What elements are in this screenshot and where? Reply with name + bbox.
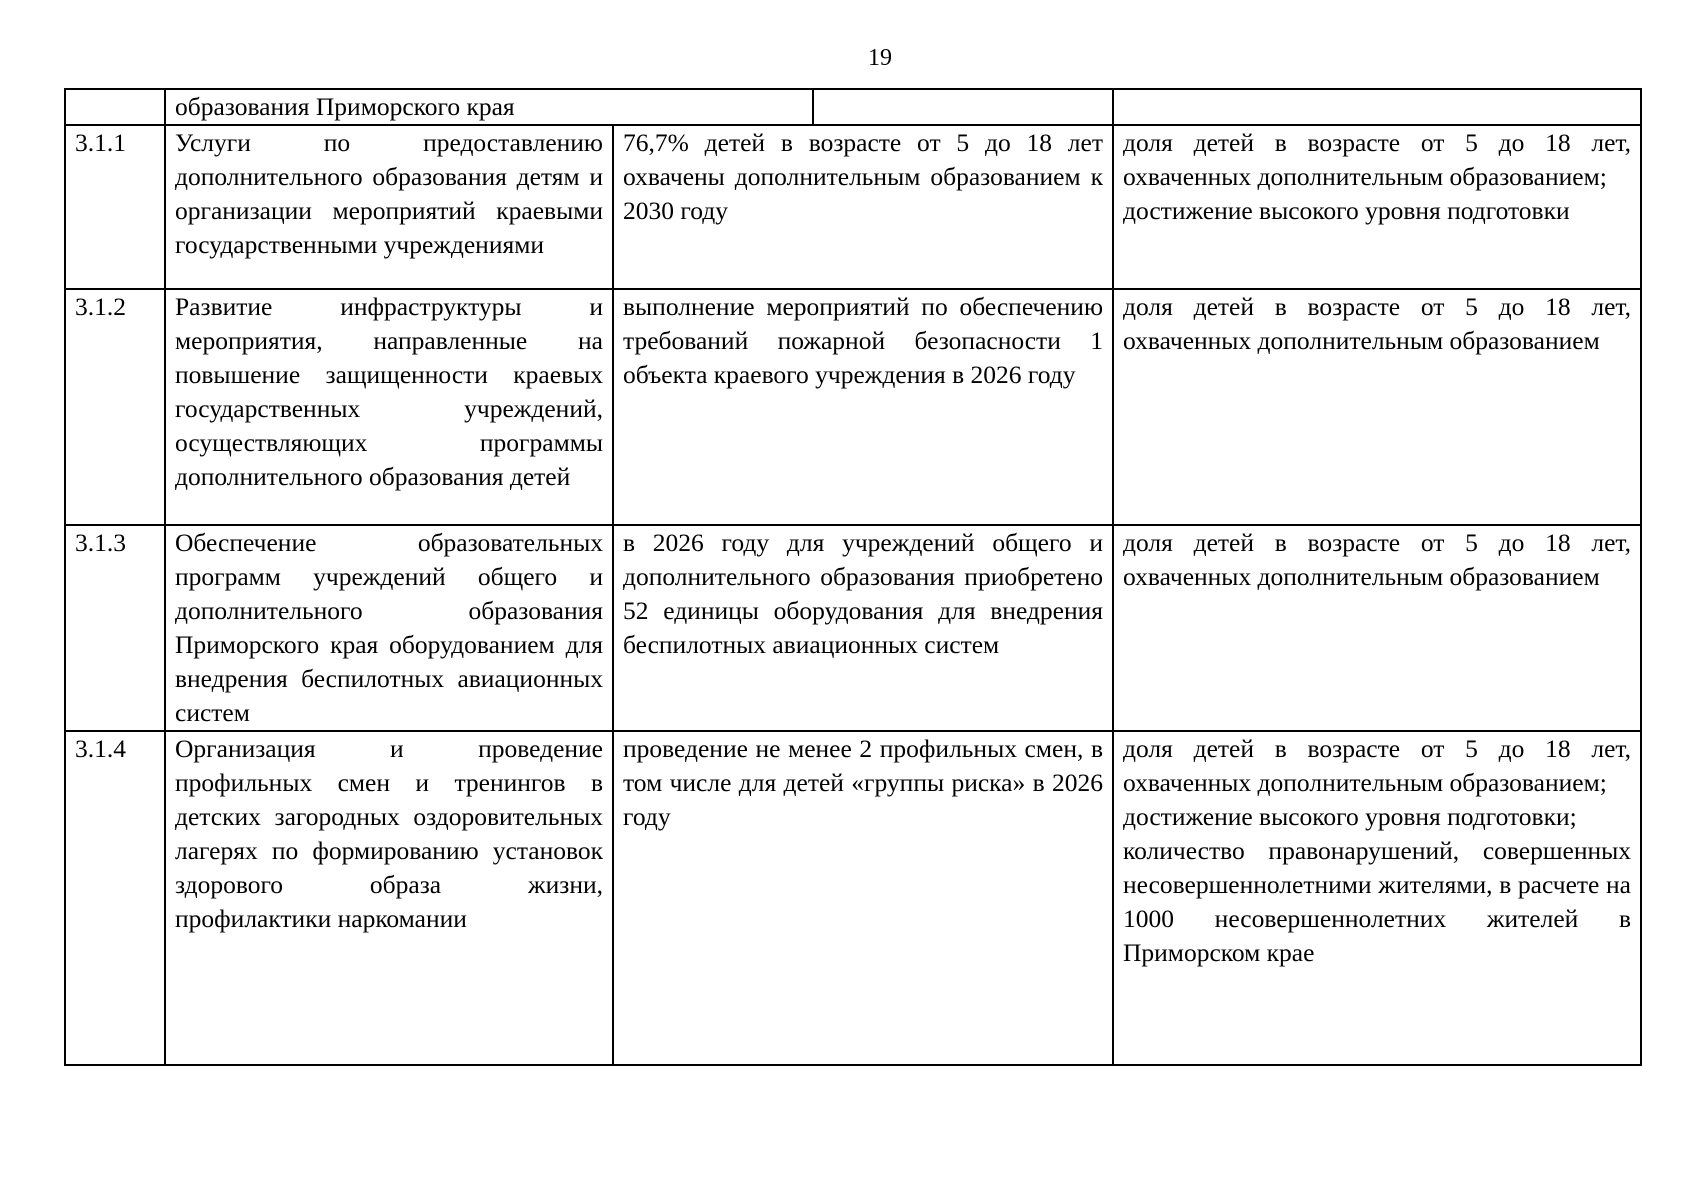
indicator-text: доля детей в возрасте от 5 до 18 лет, охваченных дополнительным образованием bbox=[1123, 292, 1631, 355]
indicator-text: достижение высокого уровня подготовки bbox=[1123, 196, 1570, 225]
indicator-cell bbox=[1113, 125, 1641, 289]
table-row bbox=[65, 525, 1641, 731]
indicator-cell bbox=[1113, 731, 1641, 1065]
cell-num bbox=[65, 89, 165, 125]
row-number: 3.1.1 bbox=[65, 125, 165, 289]
task-cell: Развитие инфраструктуры и мероприятия, направленные на повышение защищенности краевых государственных учреждений, осуществляющих программы дополнительного образования детей bbox=[165, 289, 613, 525]
row-number: 3.1.2 bbox=[65, 289, 165, 525]
indicator-text: количество правонарушений, совершенных несовершеннолетними жителями, в расчете на 1000 несовершеннолетних жителей в Приморском крае bbox=[1123, 836, 1631, 967]
indicator-cell bbox=[1113, 525, 1641, 731]
table-row bbox=[65, 731, 1641, 1065]
row-number: 3.1.3 bbox=[65, 525, 165, 731]
indicator-text: доля детей в возрасте от 5 до 18 лет, охваченных дополнительным образованием; bbox=[1123, 734, 1631, 797]
cell-continuation bbox=[165, 89, 1113, 125]
page-number: 19 bbox=[868, 45, 892, 71]
indicator-text: доля детей в возрасте от 5 до 18 лет, охваченных дополнительным образованием bbox=[1123, 528, 1631, 591]
indicator-text: доля детей в возрасте от 5 до 18 лет, охваченных дополнительным образованием; bbox=[1123, 128, 1631, 191]
indicator-cell bbox=[1113, 289, 1641, 525]
result-cell: в 2026 году для учреждений общего и дополнительного образования приобретено 52 единицы оборудования для внедрения беспилотных авиационных систем bbox=[613, 525, 1113, 731]
measures-table bbox=[64, 88, 1642, 1066]
indicator-text: достижение высокого уровня подготовки; bbox=[1123, 802, 1577, 831]
result-cell: 76,7% детей в возрасте от 5 до 18 лет охвачены дополнительным образованием к 2030 году bbox=[613, 125, 1113, 289]
task-cell: Организация и проведение профильных смен и тренингов в детских загородных оздоровительных лагерях по формированию установок здорового образа жизни, профилактики наркомании bbox=[165, 731, 613, 1065]
continuation-text: образования Приморского края bbox=[166, 90, 814, 124]
task-cell: Услуги по предоставлению дополнительного образования детям и организации мероприятий краевыми государственными учреждениями bbox=[165, 125, 613, 289]
continuation-empty bbox=[814, 90, 1112, 124]
task-cell: Обеспечение образовательных программ учреждений общего и дополнительного образования Приморского края оборудованием для внедрения беспилотных авиационных систем bbox=[165, 525, 613, 731]
row-number: 3.1.4 bbox=[65, 731, 165, 1065]
result-cell: выполнение мероприятий по обеспечению требований пожарной безопасности 1 объекта краевого учреждения в 2026 году bbox=[613, 289, 1113, 525]
cell-empty bbox=[1113, 89, 1641, 125]
table-row-continuation bbox=[65, 89, 1641, 125]
table-row bbox=[65, 125, 1641, 289]
table-row bbox=[65, 289, 1641, 525]
result-cell: проведение не менее 2 профильных смен, в том числе для детей «группы риска» в 2026 году bbox=[613, 731, 1113, 1065]
